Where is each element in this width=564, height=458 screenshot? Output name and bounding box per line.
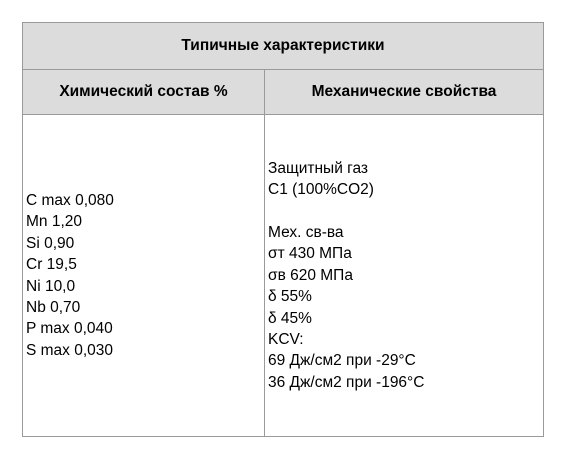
mechanical-line: 69 Дж/см2 при -29°C bbox=[268, 352, 416, 370]
composition-line: C max 0,080 bbox=[26, 191, 114, 209]
mechanical-line: σт 430 МПа bbox=[268, 245, 352, 263]
mechanical-line: δ 45% bbox=[268, 309, 312, 327]
composition-line: Mn 1,20 bbox=[26, 213, 83, 231]
blank-line bbox=[268, 201, 543, 222]
shielding-gas-label: Защитный газ bbox=[268, 159, 369, 177]
column-header-composition: Химический состав % bbox=[23, 70, 265, 115]
composition-line: Si 0,90 bbox=[26, 234, 75, 252]
mechanical-cell bbox=[265, 115, 544, 437]
table-title: Типичные характеристики bbox=[23, 23, 544, 70]
composition-line: Ni 10,0 bbox=[26, 277, 76, 295]
mechanical-line: σв 620 МПа bbox=[268, 266, 353, 284]
title-row bbox=[23, 23, 544, 70]
header-row bbox=[23, 70, 544, 115]
composition-line: P max 0,040 bbox=[26, 320, 113, 338]
mechanical-line: 36 Дж/см2 при -196°C bbox=[268, 373, 425, 391]
characteristics-table bbox=[22, 22, 544, 437]
composition-line: S max 0,030 bbox=[26, 341, 114, 359]
mechanical-line: Мех. св-ва bbox=[268, 223, 344, 241]
mechanical-line: δ 55% bbox=[268, 288, 312, 306]
composition-cell bbox=[23, 115, 265, 437]
mechanical-line: KCV: bbox=[268, 331, 304, 348]
column-header-mechanical: Механические свойства bbox=[265, 70, 544, 115]
shielding-gas-value: C1 (100%CO2) bbox=[268, 181, 374, 199]
data-row bbox=[23, 115, 544, 437]
composition-line: Nb 0,70 bbox=[26, 298, 81, 316]
composition-line: Cr 19,5 bbox=[26, 256, 77, 274]
